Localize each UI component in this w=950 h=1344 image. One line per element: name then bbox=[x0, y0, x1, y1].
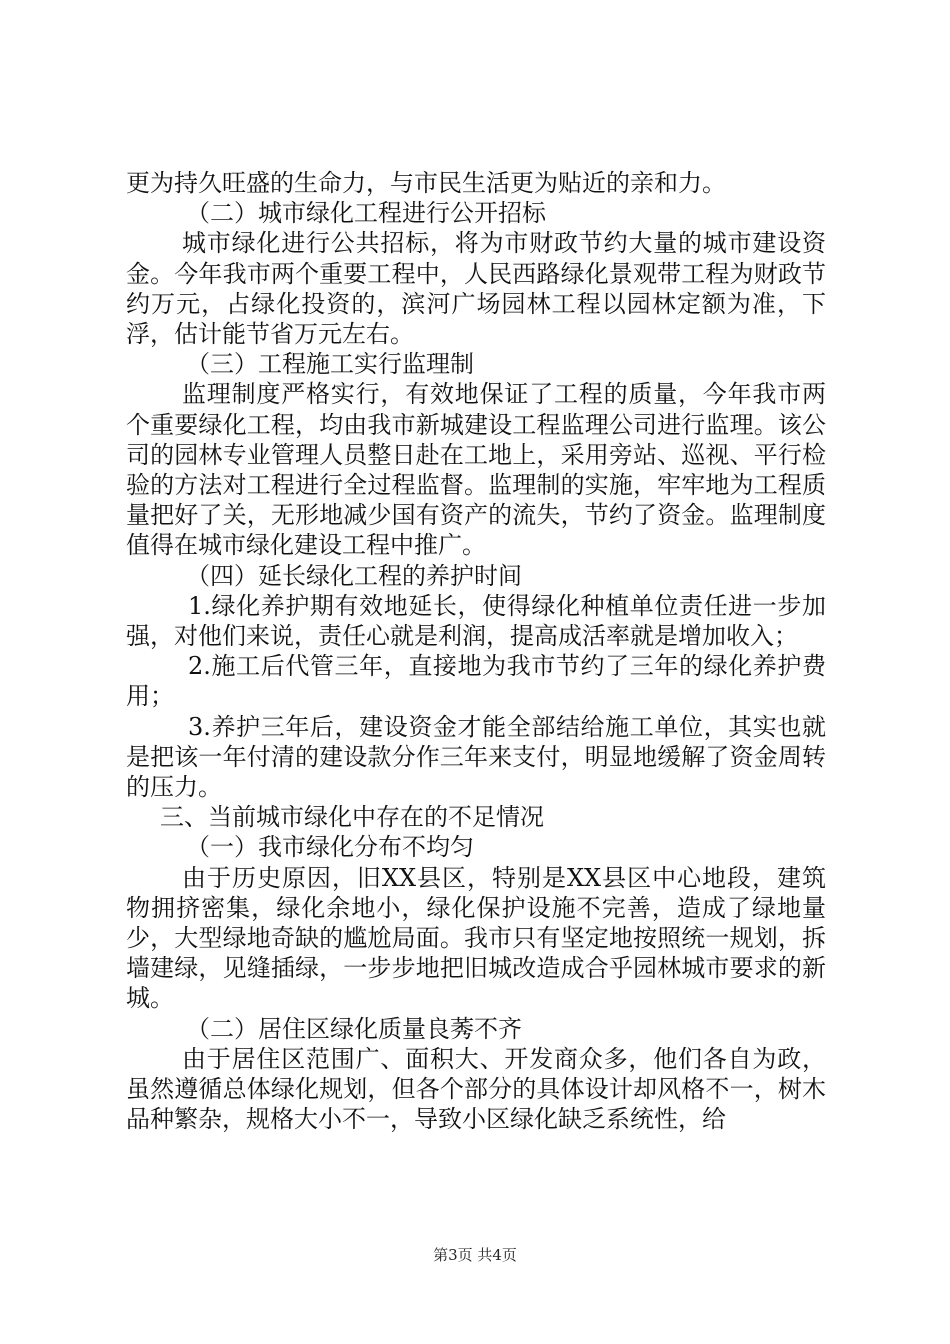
section-heading: （二）城市绿化工程进行公开招标 bbox=[186, 199, 546, 228]
section-heading: （四）延长绿化工程的养护时间 bbox=[186, 561, 522, 590]
list-item: 1.绿化养护期有效地延长，使得绿化种植单位责任进一步加强，对他们来说，责任心就是利润，提高成活率就是增加收入； bbox=[126, 591, 826, 651]
paragraph-continuation: 更为持久旺盛的生命力，与市民生活更为贴近的亲和力。 bbox=[126, 169, 726, 197]
section-heading: （二）居住区绿化质量良莠不齐 bbox=[186, 1014, 522, 1043]
chapter-heading: 三、当前城市绿化中存在的不足情况 bbox=[160, 803, 544, 832]
body-paragraph: 由于历史原因，旧XX县区，特别是XX县区中心地段，建筑物拥挤密集，绿化余地小，绿化保护设施不完善，造成了绿地量少，大型绿地奇缺的尴尬局面。我市只有坚定地按照统一规划，拆墙建绿，见缝插绿，一步步地把旧城改造成合乎园林城市要求的新城。 bbox=[126, 863, 826, 1013]
body-paragraph: 城市绿化进行公共招标，将为市财政节约大量的城市建设资金。今年我市两个重要工程中，人民西路绿化景观带工程为财政节约万元，占绿化投资的，滨河广场园林工程以园林定额为准，下浮，估计能节省万元左右。 bbox=[126, 229, 826, 349]
list-item: 3.养护三年后，建设资金才能全部结给施工单位，其实也就是把该一年付清的建设款分作三年来支付，明显地缓解了资金周转的压力。 bbox=[126, 712, 826, 802]
section-heading: （一）我市绿化分布不均匀 bbox=[186, 833, 474, 862]
page-footer: 第3页 共4页 bbox=[433, 1246, 517, 1264]
body-paragraph: 监理制度严格实行，有效地保证了工程的质量，今年我市两个重要绿化工程，均由我市新城建设工程监理公司进行监理。该公司的园林专业管理人员整日赴在工地上，采用旁站、巡视、平行检验的方法对工程进行全过程监督。监理制的实施，牢牢地为工程质量把好了关，无形地减少国有资产的流失，节约了资金。监理制度值得在城市绿化建设工程中推广。 bbox=[126, 380, 826, 560]
list-item: 2.施工后代管三年，直接地为我市节约了三年的绿化养护费用； bbox=[126, 652, 826, 711]
section-heading: （三）工程施工实行监理制 bbox=[186, 350, 474, 379]
document-body bbox=[126, 168, 826, 1135]
body-paragraph: 由于居住区范围广、面积大、开发商众多，他们各自为政，虽然遵循总体绿化规划，但各个部分的具体设计却风格不一，树木品种繁杂，规格大小不一，导致小区绿化缺乏系统性，给 bbox=[126, 1044, 826, 1134]
